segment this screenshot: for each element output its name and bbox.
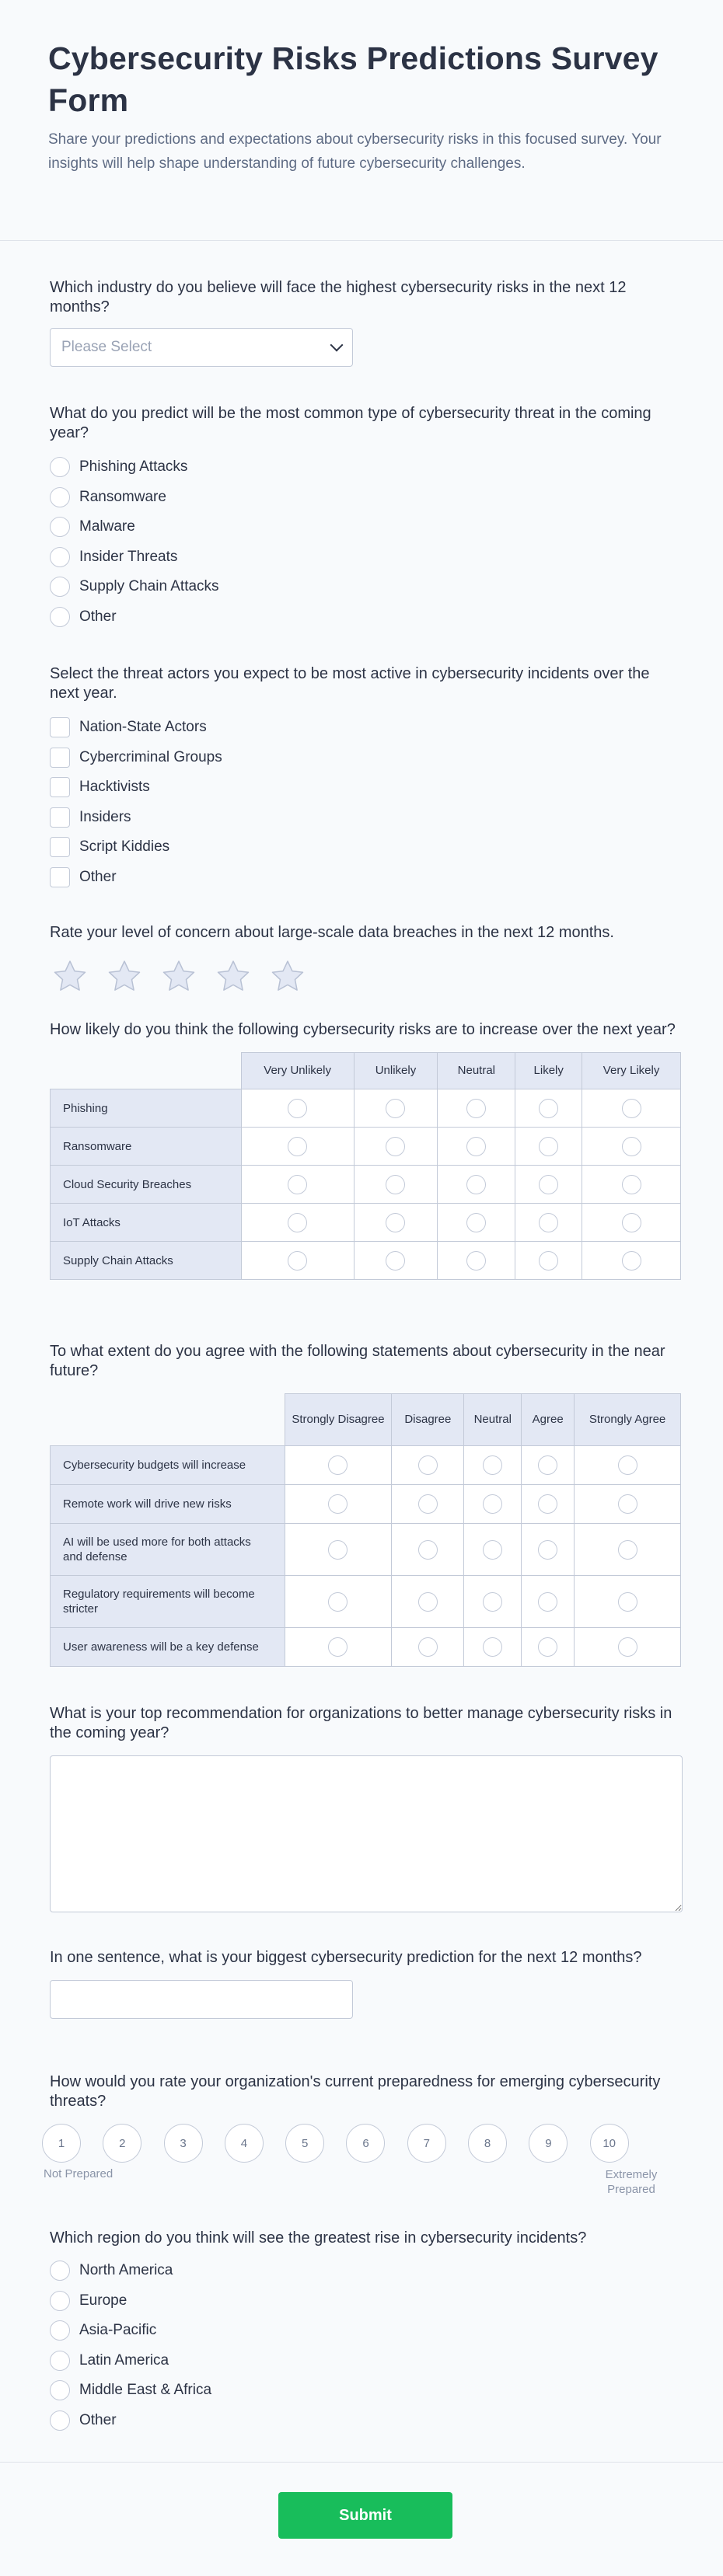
checkbox-option[interactable]: [50, 772, 679, 803]
matrix-corner: [51, 1394, 285, 1446]
matrix-radio[interactable]: [288, 1099, 307, 1118]
scale-option[interactable]: 2: [103, 2124, 141, 2163]
matrix-radio[interactable]: [328, 1540, 348, 1560]
matrix-row: [51, 1628, 681, 1667]
matrix-cell[interactable]: [392, 1446, 464, 1485]
radio-option[interactable]: [50, 572, 679, 602]
matrix-column-header: Likely: [515, 1053, 582, 1089]
checkbox-option[interactable]: [50, 743, 679, 773]
matrix-radio[interactable]: [386, 1137, 405, 1156]
matrix-row-label: AI will be used more for both attacks and defense: [51, 1524, 285, 1576]
matrix-cell[interactable]: [392, 1576, 464, 1628]
star-icon[interactable]: [160, 958, 197, 995]
matrix-radio[interactable]: [538, 1540, 557, 1560]
matrix-cell[interactable]: [582, 1204, 681, 1242]
matrix-radio[interactable]: [618, 1455, 637, 1475]
matrix-radio[interactable]: [622, 1175, 641, 1194]
radio-option[interactable]: [50, 2256, 679, 2286]
checkbox[interactable]: [50, 867, 70, 887]
checkbox[interactable]: [50, 837, 70, 857]
option-label: Europe: [79, 2292, 127, 2309]
matrix-cell[interactable]: [392, 1485, 464, 1524]
star-icon[interactable]: [269, 958, 306, 995]
matrix-radio[interactable]: [386, 1099, 405, 1118]
matrix-cell[interactable]: [241, 1242, 354, 1280]
matrix-row: [51, 1485, 681, 1524]
matrix-radio[interactable]: [539, 1099, 558, 1118]
dropdown-placeholder: Please Select: [61, 339, 152, 355]
radio-option[interactable]: [50, 483, 679, 513]
scale-option[interactable]: 4: [225, 2124, 264, 2163]
page-description: Share your predictions and expectations about cybersecurity risks in this focused survey. Your insights will help shape understanding of future cybersecurity challenges.: [48, 131, 662, 172]
scale-option[interactable]: 3: [164, 2124, 203, 2163]
matrix-row: [51, 1089, 681, 1128]
matrix-cell[interactable]: [522, 1576, 575, 1628]
question-agreement: [50, 1342, 683, 1667]
star-icon[interactable]: [215, 958, 252, 995]
matrix-radio[interactable]: [483, 1637, 502, 1657]
checkbox-option[interactable]: [50, 713, 679, 743]
matrix-radio[interactable]: [618, 1540, 637, 1560]
matrix-row-label: Regulatory requirements will become stricter: [51, 1576, 285, 1628]
question-label: Which industry do you believe will face the highest cybersecurity risks in the next 12 months?: [50, 279, 627, 315]
scale-option[interactable]: 9: [529, 2124, 568, 2163]
matrix-radio[interactable]: [538, 1455, 557, 1475]
matrix-radio[interactable]: [618, 1494, 637, 1514]
matrix-row: [51, 1446, 681, 1485]
question-risk-likelihood: [50, 1020, 683, 1280]
matrix-radio[interactable]: [483, 1455, 502, 1475]
matrix-cell[interactable]: [515, 1204, 582, 1242]
scale-min-label: Not Prepared: [44, 2167, 114, 2180]
radio-button[interactable]: [50, 2261, 70, 2281]
matrix-cell[interactable]: [515, 1128, 582, 1166]
option-label: Latin America: [79, 2351, 169, 2369]
matrix-row-label: Ransomware: [51, 1128, 242, 1166]
matrix-column-header: Disagree: [392, 1394, 464, 1446]
matrix-radio[interactable]: [539, 1175, 558, 1194]
question-label: To what extent do you agree with the following statements about cybersecurity in the near future?: [50, 1343, 665, 1379]
radio-button[interactable]: [50, 547, 70, 567]
option-label: Supply Chain Attacks: [79, 578, 219, 595]
chevron-down-icon: [330, 339, 344, 352]
matrix-row-label: Supply Chain Attacks: [51, 1242, 242, 1280]
prediction-input[interactable]: [50, 1980, 353, 2019]
question-prediction: [50, 1948, 683, 2019]
radio-button[interactable]: [50, 577, 70, 597]
checkbox[interactable]: [50, 717, 70, 737]
matrix-radio[interactable]: [328, 1494, 348, 1514]
matrix-cell[interactable]: [392, 1628, 464, 1667]
matrix-column-header: Neutral: [438, 1053, 515, 1089]
option-label: Middle East & Africa: [79, 2382, 212, 2399]
matrix-radio[interactable]: [622, 1099, 641, 1118]
radio-button[interactable]: [50, 2320, 70, 2341]
matrix-radio[interactable]: [328, 1592, 348, 1612]
question-label: Which region do you think will see the greatest rise in cybersecurity incidents?: [50, 2229, 587, 2247]
radio-option[interactable]: [50, 2346, 679, 2376]
matrix-radio[interactable]: [483, 1494, 502, 1514]
checkbox-group: [50, 713, 679, 892]
matrix-row-label: Cybersecurity budgets will increase: [51, 1446, 285, 1485]
matrix-column-header: Strongly Disagree: [285, 1394, 392, 1446]
matrix-radio[interactable]: [288, 1175, 307, 1194]
matrix-row-label: Remote work will drive new risks: [51, 1485, 285, 1524]
star-rating: [51, 958, 679, 995]
question-breach-concern: [50, 923, 679, 995]
matrix-cell[interactable]: [464, 1628, 522, 1667]
question-label: In one sentence, what is your biggest cybersecurity prediction for the next 12 months?: [50, 1949, 642, 1966]
matrix-row-label: Cloud Security Breaches: [51, 1166, 242, 1204]
checkbox-option[interactable]: [50, 863, 679, 893]
matrix-cell[interactable]: [285, 1628, 392, 1667]
matrix-cell[interactable]: [438, 1128, 515, 1166]
matrix-cell[interactable]: [575, 1446, 681, 1485]
matrix-row: [51, 1576, 681, 1628]
option-label: Other: [79, 2411, 117, 2428]
radio-option[interactable]: [50, 542, 679, 573]
scale-option[interactable]: 10: [590, 2124, 629, 2163]
question-threat-type: [50, 404, 679, 632]
radio-button[interactable]: [50, 2410, 70, 2431]
matrix-cell[interactable]: [575, 1485, 681, 1524]
matrix-row-label: Phishing: [51, 1089, 242, 1128]
form-header: [0, 0, 723, 241]
star-icon[interactable]: [51, 958, 89, 995]
scale-option[interactable]: 8: [468, 2124, 507, 2163]
matrix-radio[interactable]: [328, 1637, 348, 1657]
matrix-cell[interactable]: [438, 1089, 515, 1128]
radio-option[interactable]: [50, 2406, 679, 2436]
matrix-cell[interactable]: [522, 1485, 575, 1524]
matrix-cell[interactable]: [354, 1204, 438, 1242]
matrix-radio[interactable]: [483, 1540, 502, 1560]
matrix-cell[interactable]: [354, 1128, 438, 1166]
matrix-radio[interactable]: [622, 1251, 641, 1271]
matrix-cell[interactable]: [582, 1089, 681, 1128]
matrix-row: [51, 1524, 681, 1576]
option-label: Cybercriminal Groups: [79, 748, 222, 765]
radio-option[interactable]: [50, 512, 679, 542]
option-label: Insider Threats: [79, 548, 178, 565]
matrix-cell[interactable]: [392, 1524, 464, 1576]
checkbox[interactable]: [50, 777, 70, 797]
matrix-row-label: User awareness will be a key defense: [51, 1628, 285, 1667]
likelihood-matrix: [50, 1052, 681, 1280]
matrix-cell[interactable]: [464, 1524, 522, 1576]
matrix-column-header: Unlikely: [354, 1053, 438, 1089]
page-title: Cybersecurity Risks Predictions Survey Form: [48, 40, 658, 118]
question-label: What do you predict will be the most common type of cybersecurity threat in the coming year?: [50, 405, 651, 441]
matrix-radio[interactable]: [386, 1213, 405, 1232]
question-label: What is your top recommendation for organizations to better manage cybersecurity risks in the coming year?: [50, 1705, 672, 1741]
preparedness-scale: [42, 2124, 683, 2163]
matrix-column-header: Strongly Agree: [575, 1394, 681, 1446]
radio-button[interactable]: [50, 457, 70, 477]
matrix-cell[interactable]: [575, 1628, 681, 1667]
option-label: Other: [79, 608, 117, 625]
radio-option[interactable]: [50, 2286, 679, 2316]
matrix-radio[interactable]: [418, 1540, 438, 1560]
checkbox[interactable]: [50, 748, 70, 768]
matrix-radio[interactable]: [538, 1637, 557, 1657]
matrix-cell[interactable]: [582, 1128, 681, 1166]
matrix-radio[interactable]: [483, 1592, 502, 1612]
matrix-radio[interactable]: [618, 1592, 637, 1612]
matrix-cell[interactable]: [464, 1446, 522, 1485]
matrix-cell[interactable]: [241, 1089, 354, 1128]
matrix-cell[interactable]: [582, 1166, 681, 1204]
matrix-radio[interactable]: [466, 1137, 486, 1156]
radio-group: [50, 2256, 679, 2435]
matrix-row: [51, 1166, 681, 1204]
radio-button[interactable]: [50, 607, 70, 627]
matrix-corner: [51, 1053, 242, 1089]
matrix-radio[interactable]: [418, 1637, 438, 1657]
matrix-cell[interactable]: [438, 1242, 515, 1280]
scale-max-label: Extremely Prepared: [605, 2168, 658, 2196]
matrix-radio[interactable]: [466, 1175, 486, 1194]
option-label: Script Kiddies: [79, 838, 170, 856]
matrix-radio[interactable]: [618, 1637, 637, 1657]
matrix-row: [51, 1204, 681, 1242]
matrix-cell[interactable]: [515, 1242, 582, 1280]
option-label: Phishing Attacks: [79, 458, 188, 476]
matrix-radio[interactable]: [418, 1592, 438, 1612]
matrix-column-header: Neutral: [464, 1394, 522, 1446]
matrix-radio[interactable]: [538, 1592, 557, 1612]
scale-labels: [44, 2167, 658, 2197]
matrix-radio[interactable]: [622, 1137, 641, 1156]
option-label: Other: [79, 868, 117, 885]
checkbox[interactable]: [50, 807, 70, 828]
question-preparedness: [44, 2072, 683, 2197]
option-label: North America: [79, 2262, 173, 2279]
question-industry: [50, 278, 672, 367]
matrix-radio[interactable]: [539, 1251, 558, 1271]
scale-option[interactable]: 7: [407, 2124, 446, 2163]
matrix-radio[interactable]: [539, 1213, 558, 1232]
matrix-cell[interactable]: [354, 1242, 438, 1280]
matrix-cell[interactable]: [522, 1446, 575, 1485]
question-label: Select the threat actors you expect to be most active in cybersecurity incidents over the next year.: [50, 665, 650, 702]
option-label: Hacktivists: [79, 779, 150, 796]
matrix-cell[interactable]: [582, 1242, 681, 1280]
radio-option[interactable]: [50, 602, 679, 633]
matrix-cell[interactable]: [464, 1576, 522, 1628]
question-recommendation: [50, 1704, 683, 1916]
industry-dropdown[interactable]: [50, 328, 353, 367]
option-label: Asia-Pacific: [79, 2322, 157, 2339]
radio-option[interactable]: [50, 2316, 679, 2346]
scale-option[interactable]: 5: [285, 2124, 324, 2163]
radio-option[interactable]: [50, 452, 679, 483]
matrix-cell[interactable]: [285, 1446, 392, 1485]
matrix-column-header: Agree: [522, 1394, 575, 1446]
matrix-cell[interactable]: [522, 1628, 575, 1667]
matrix-radio[interactable]: [466, 1251, 486, 1271]
radio-option[interactable]: [50, 2376, 679, 2406]
option-label: Malware: [79, 518, 135, 535]
matrix-cell[interactable]: [285, 1576, 392, 1628]
matrix-cell[interactable]: [354, 1089, 438, 1128]
matrix-cell[interactable]: [575, 1524, 681, 1576]
matrix-row-label: IoT Attacks: [51, 1204, 242, 1242]
matrix-radio[interactable]: [418, 1455, 438, 1475]
matrix-radio[interactable]: [288, 1213, 307, 1232]
matrix-radio[interactable]: [466, 1213, 486, 1232]
matrix-radio[interactable]: [288, 1137, 307, 1156]
matrix-radio[interactable]: [386, 1175, 405, 1194]
option-label: Nation-State Actors: [79, 719, 207, 736]
question-threat-actors: [50, 664, 679, 892]
matrix-cell[interactable]: [285, 1524, 392, 1576]
matrix-cell[interactable]: [575, 1576, 681, 1628]
radio-button[interactable]: [50, 517, 70, 537]
matrix-cell[interactable]: [515, 1166, 582, 1204]
matrix-cell[interactable]: [241, 1166, 354, 1204]
question-region: [50, 2229, 679, 2435]
checkbox-option[interactable]: [50, 803, 679, 833]
matrix-column-header: Very Unlikely: [241, 1053, 354, 1089]
matrix-radio[interactable]: [466, 1099, 486, 1118]
question-label: How would you rate your organization's current preparedness for emerging cybersecurity threats?: [50, 2073, 661, 2110]
matrix-cell[interactable]: [354, 1166, 438, 1204]
checkbox-option[interactable]: [50, 832, 679, 863]
matrix-cell[interactable]: [515, 1089, 582, 1128]
radio-button[interactable]: [50, 2291, 70, 2311]
matrix-cell[interactable]: [522, 1524, 575, 1576]
matrix-radio[interactable]: [622, 1213, 641, 1232]
matrix-radio[interactable]: [538, 1494, 557, 1514]
matrix-cell[interactable]: [438, 1204, 515, 1242]
matrix-cell[interactable]: [241, 1204, 354, 1242]
matrix-radio[interactable]: [386, 1251, 405, 1271]
question-label: Rate your level of concern about large-scale data breaches in the next 12 months.: [50, 924, 614, 941]
star-icon[interactable]: [106, 958, 143, 995]
matrix-radio[interactable]: [328, 1455, 348, 1475]
radio-group: [50, 452, 679, 632]
scale-option[interactable]: 1: [42, 2124, 81, 2163]
option-label: Ransomware: [79, 488, 166, 505]
question-label: How likely do you think the following cybersecurity risks are to increase over the next year?: [50, 1021, 676, 1038]
matrix-cell[interactable]: [285, 1485, 392, 1524]
matrix-cell[interactable]: [241, 1128, 354, 1166]
matrix-cell[interactable]: [464, 1485, 522, 1524]
recommendation-textarea[interactable]: [50, 1755, 683, 1912]
radio-button[interactable]: [50, 2380, 70, 2400]
matrix-radio[interactable]: [288, 1251, 307, 1271]
agreement-matrix: [50, 1393, 681, 1667]
matrix-row: [51, 1242, 681, 1280]
submit-button[interactable]: Submit: [278, 2492, 452, 2539]
matrix-column-header: Very Likely: [582, 1053, 681, 1089]
matrix-row: [51, 1128, 681, 1166]
matrix-cell[interactable]: [438, 1166, 515, 1204]
option-label: Insiders: [79, 808, 131, 825]
radio-button[interactable]: [50, 487, 70, 507]
radio-button[interactable]: [50, 2351, 70, 2371]
scale-option[interactable]: 6: [346, 2124, 385, 2163]
form-footer: [0, 2462, 723, 2576]
matrix-radio[interactable]: [418, 1494, 438, 1514]
matrix-radio[interactable]: [539, 1137, 558, 1156]
